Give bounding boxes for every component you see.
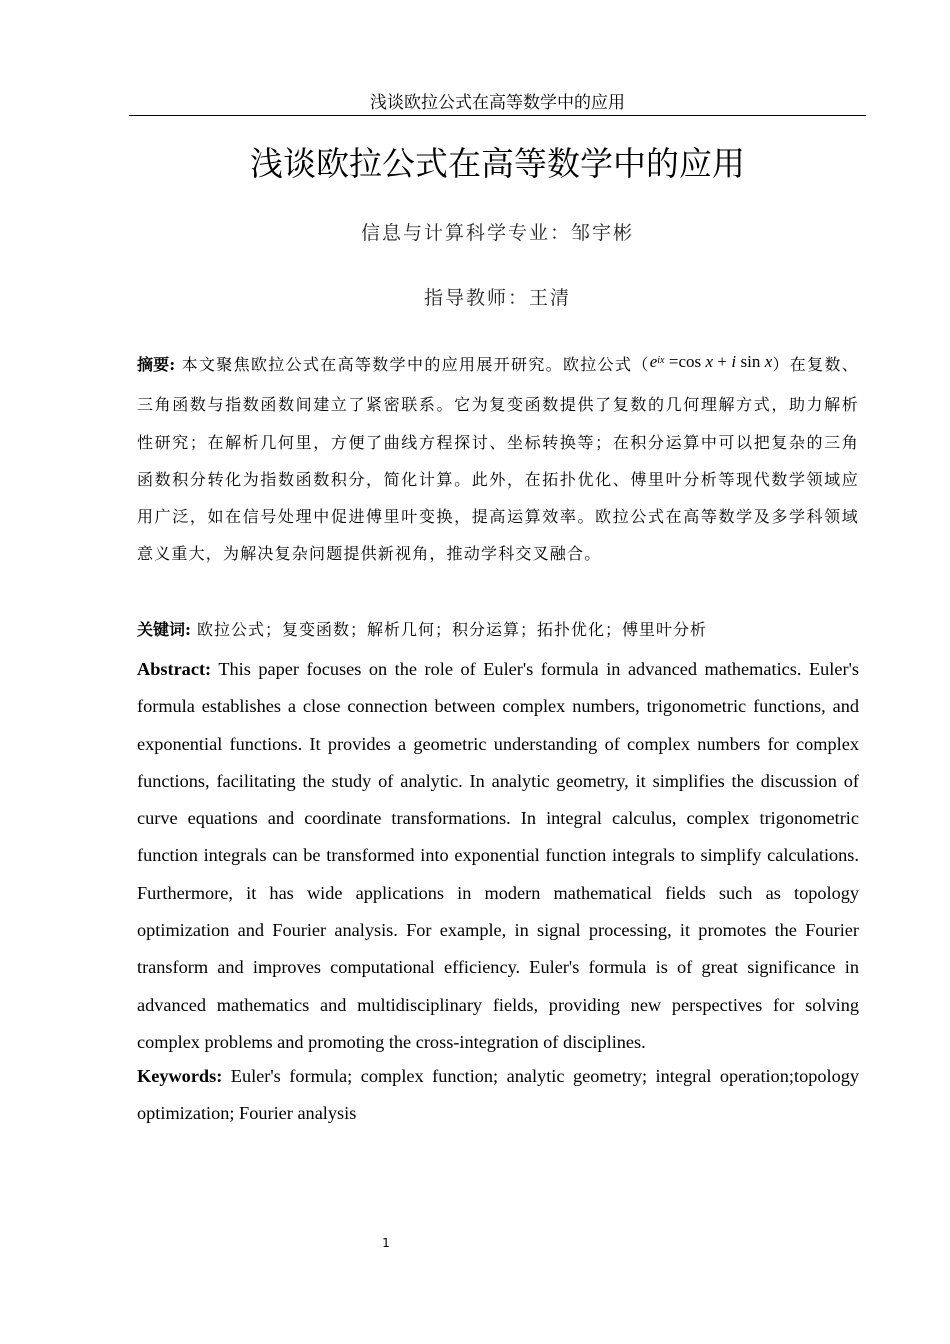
header-rule — [129, 115, 866, 116]
author-line: 信息与计算科学专业：邹宇彬 — [360, 222, 634, 244]
english-keywords-text: Euler's formula; complex function; analytic geometry; integral operation;topology optimization; Fourier analysis — [137, 1066, 859, 1123]
chinese-keywords-text: 欧拉公式；复变函数；解析几何；积分运算；拓扑优化；傅里叶分析 — [190, 620, 708, 639]
euler-formula — [650, 352, 773, 371]
formula-i: i — [731, 352, 737, 371]
english-keywords — [137, 1058, 859, 1132]
document-title: 浅谈欧拉公式在高等数学中的应用 — [250, 144, 745, 183]
formula-sin: sin — [736, 352, 765, 371]
formula-x1: x — [705, 352, 714, 371]
page-number: 1 — [382, 1236, 390, 1250]
english-keywords-label: Keywords: — [137, 1066, 223, 1086]
formula-exponent: ix — [657, 355, 665, 366]
chinese-abstract — [137, 346, 859, 573]
chinese-keywords — [137, 617, 859, 643]
formula-equals-cos: =cos — [664, 352, 706, 371]
english-abstract-text: This paper focuses on the role of Euler's formula in advanced mathematics. Euler's formula establishes a close connection between complex numbers, trigonometric functions, and exponential functions. It provides a geometric understanding of complex numbers for complex functions, facilitating the study of analytic. In analytic geometry, it simplifies the discussion of curve equations and coordinate transformations. In integral calculus, complex trigonometric function integrals can be transformed into exponential function integrals to simplify calculations. Furthermore, it has wide applications in modern mathematical fields such as topology optimization and Fourier analysis. For example, in signal processing, it promotes the Fourier transform and improves computational efficiency. Euler's formula is of great significance in advanced mathematics and multidisciplinary fields, providing new perspectives for solving complex problems and promoting the cross-integration of disciplines. — [137, 659, 859, 1052]
chinese-abstract-text-1: 本文聚焦欧拉公式在高等数学中的应用展开研究。欧拉公式（ — [175, 355, 650, 374]
chinese-keywords-label: 关键词: — [137, 620, 191, 639]
formula-plus: + — [713, 352, 732, 371]
english-abstract — [137, 651, 859, 1061]
chinese-abstract-text-2: ）在复数、三角函数与指数函数间建立了紧密联系。它为复变函数提供了复数的几何理解方式，助力解析性研究；在解析几何里，方便了曲线方程探讨、坐标转换等；在积分运算中可以把复杂的三角函数积分转化为指数函数积分，简化计算。此外，在拓扑优化、傅里叶分析等现代数学领域应用广泛，如在信号处理中促进傅里叶变换，提高运算效率。欧拉公式在高等数学及多学科领域意义重大，为解决复杂问题提供新视角，推动学科交叉融合。 — [137, 355, 860, 564]
chinese-abstract-label: 摘要: — [137, 355, 176, 374]
advisor-line: 指导教师：王清 — [423, 287, 571, 309]
formula-x2: x — [764, 352, 773, 371]
english-abstract-label: Abstract: — [137, 659, 212, 679]
running-header: 浅谈欧拉公式在高等数学中的应用 — [370, 93, 625, 113]
formula-base: e — [649, 352, 658, 371]
